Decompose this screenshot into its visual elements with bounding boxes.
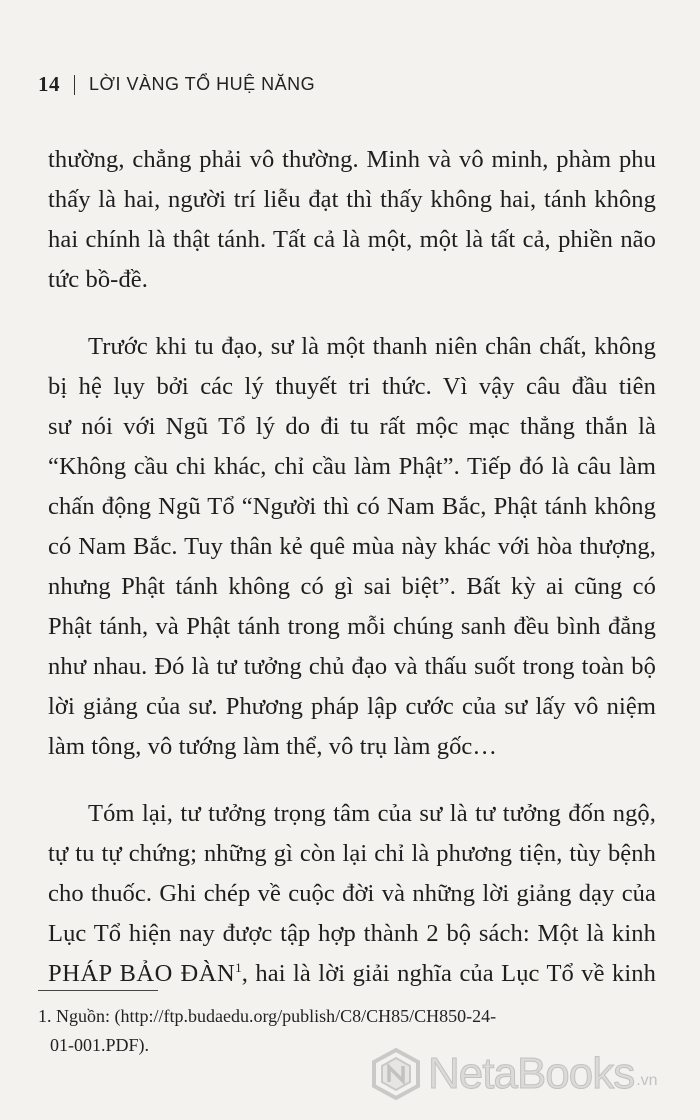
netabooks-logo-icon (370, 1048, 422, 1100)
text-line: có Nam Bắc. Tuy thân kẻ quê mùa này khác với hòa thượng, (48, 533, 656, 560)
running-header (38, 72, 315, 97)
text-line: Lục Tổ hiện nay được tập hợp thành 2 bộ sách: Một là kinh (48, 920, 656, 947)
text-line: như nhau. Đó là tư tưởng chủ đạo và thấu suốt trong toàn bộ (48, 653, 656, 680)
text-line: Phật tánh, và Phật tánh trong mỗi chúng sanh đều bình đẳng (48, 613, 656, 640)
text-line: thấy là hai, người trí liễu đạt thì thấy không hai, tánh không (48, 186, 656, 213)
text-line: cho thuốc. Ghi chép về cuộc đời và những lời giảng dạy của (48, 880, 656, 907)
text-line: tức bồ-đề. (48, 266, 148, 293)
footnote-line: 1. Nguồn: (http://ftp.budaedu.org/publish/C8/CH85/CH850-24- (38, 1006, 497, 1026)
text-line: sư nói với Ngũ Tổ lý do đi tu rất mộc mạc thẳng thắn là (48, 413, 656, 440)
book-title: LỜI VÀNG TỔ HUỆ NĂNG (89, 74, 316, 94)
watermark-brand: NetaBooks (428, 1049, 635, 1098)
text-fragment: , hai là lời giải nghĩa của Lục Tổ về kinh (241, 960, 656, 987)
watermark-tld: .vn (636, 1072, 658, 1089)
body-text (48, 140, 656, 994)
text-line-with-footnote-ref (48, 954, 656, 994)
text-line: làm tông, vô tướng làm thể, vô trụ làm gốc… (48, 733, 498, 760)
text-line: nhưng Phật tánh không có gì sai biệt”. Bất kỳ ai cũng có (48, 573, 656, 600)
text-line: chấn động Ngũ Tổ “Người thì có Nam Bắc, Phật tánh không (48, 493, 656, 520)
text-line: “Không cầu chi khác, chỉ cầu làm Phật”. Tiếp đó là câu làm (48, 453, 656, 480)
text-line: Trước khi tu đạo, sư là một thanh niên chân chất, không (88, 333, 656, 360)
text-line: bị hệ lụy bởi các lý thuyết tri thức. Vì vậy câu đầu tiên (48, 373, 656, 400)
text-line: hai chính là thật tánh. Tất cả là một, một là tất cả, phiền não (48, 226, 656, 253)
footnote-marker[interactable]: 1 (235, 959, 242, 975)
text-line: lời giảng của sư. Phương pháp lập cước của sư lấy vô niệm (48, 693, 656, 720)
text-line: thường, chẳng phải vô thường. Minh và vô minh, phàm phu (48, 146, 656, 173)
text-line: Tóm lại, tư tưởng trọng tâm của sư là tư tưởng đốn ngộ, (88, 800, 656, 827)
book-title-ref: PHÁP BẢO ĐÀN (48, 960, 236, 987)
footnote-line: 01-001.PDF). (50, 1035, 150, 1055)
text-line: tự tu tự chứng; những gì còn lại chỉ là phương tiện, tùy bệnh (48, 840, 656, 867)
page-number: 14 (38, 72, 60, 96)
footnote-rule (38, 990, 158, 991)
watermark (370, 1048, 658, 1100)
header-divider (74, 75, 75, 95)
